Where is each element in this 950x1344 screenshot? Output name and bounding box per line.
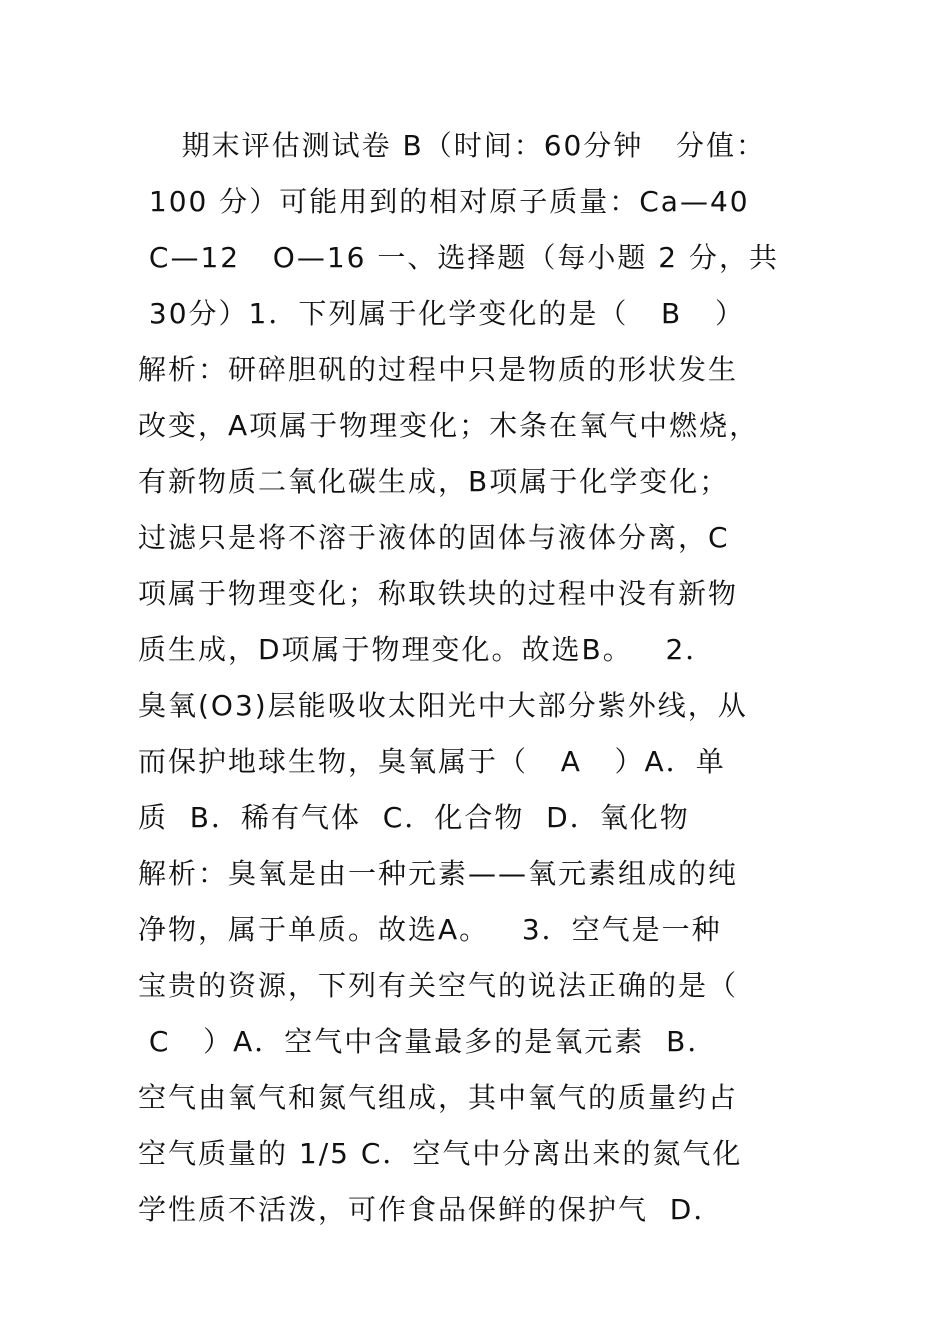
text-line: 净物，属于单质。故选A。 3．空气是一种 [138,913,722,946]
text-line: C ）A．空气中含量最多的是氧元素 B． [138,1025,718,1058]
text-line: 过滤只是将不溶于液体的固体与液体分离，C [138,521,730,554]
text-line: 项属于物理变化；称取铁块的过程中没有新物 [138,577,739,610]
text-line: 臭氧(O3)层能吸收太阳光中大部分紫外线，从 [138,689,748,722]
text-line: 学性质不活泼，可作食品保鲜的保护气 D． [138,1193,724,1226]
text-line: 有新物质二氧化碳生成，B项属于化学变化； [138,465,730,498]
text-line: 质生成，D项属于物理变化。故选B。 2． [138,633,716,666]
text-line: 改变，A项属于物理变化；木条在氧气中燃烧， [138,409,760,442]
text-line: 空气由氧气和氮气组成，其中氧气的质量约占 [138,1081,739,1114]
text-line: 解析：臭氧是由一种元素——氧元素组成的纯 [138,857,739,890]
text-line: C—12 O—16 一、选择题（每小题 2 分，共 [138,241,779,274]
text-line: 空气质量的 1/5 C．空气中分离出来的氮气化 [138,1137,743,1170]
text-line: 而保护地球生物，臭氧属于（ A ）A．单 [138,745,726,778]
text-line: 质 B．稀有气体 C．化合物 D．氧化物 [138,801,690,834]
text-line: 期末评估测试卷 B（时间：60分钟 分值： [138,129,767,162]
text-line: 宝贵的资源，下列有关空气的说法正确的是（ [138,969,739,1002]
text-line: 30分）1．下列属于化学变化的是（ B ） [138,297,745,330]
text-line: 解析：研碎胆矾的过程中只是物质的形状发生 [138,353,739,386]
text-line: 100 分）可能用到的相对原子质量：Ca—40 [138,185,750,218]
